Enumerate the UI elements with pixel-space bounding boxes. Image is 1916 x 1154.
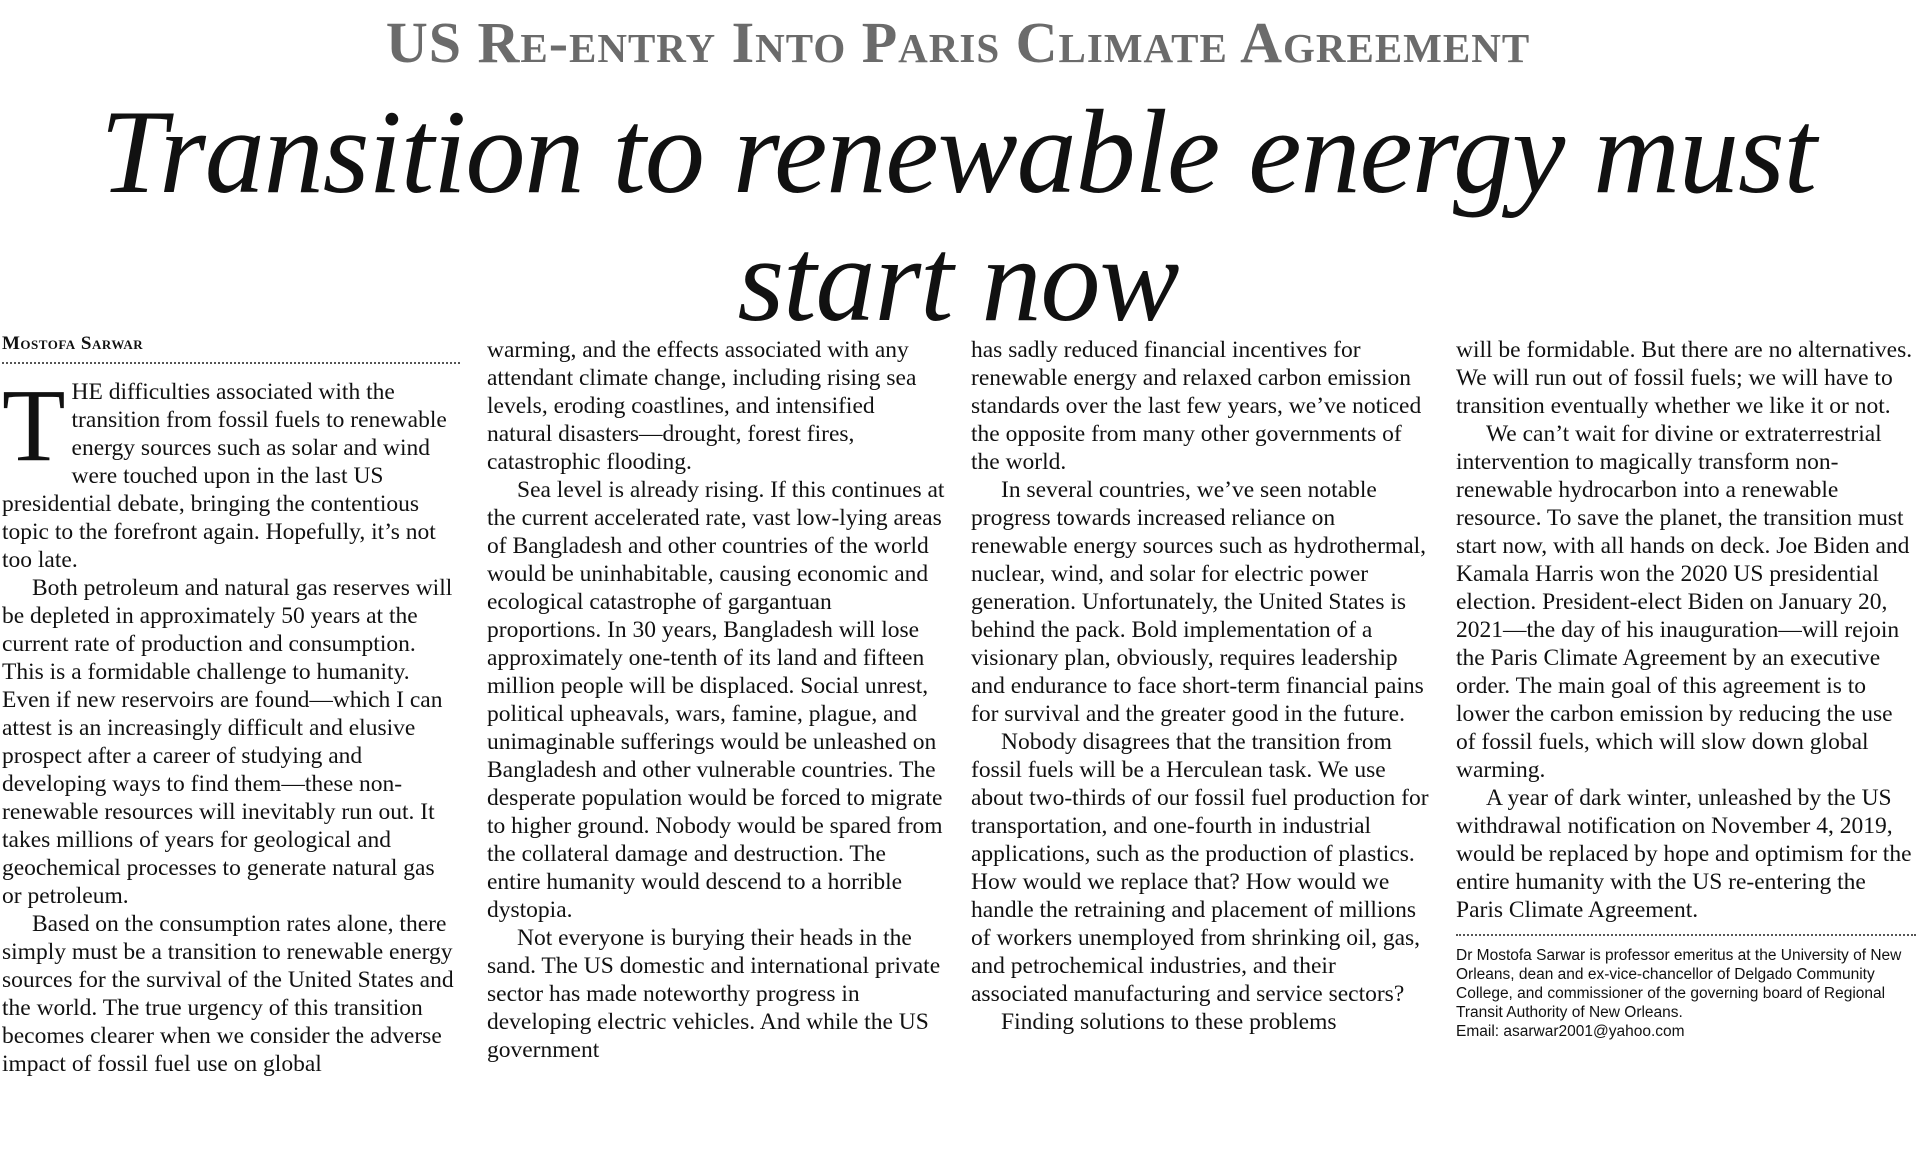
headline: Transition to renewable energy must start now — [99, 85, 1816, 346]
bio-email: Email: asarwar2001@yahoo.com — [1456, 1023, 1685, 1040]
lead-text: difficulties associated with the transition from fossil fuels to renewable energy sources such as solar and wind were touched upon in the last US presidential debate, bringing the contentious topic to the forefront again. Hopefully, it’s not too late. — [2, 379, 447, 573]
paragraph-continued: will be formidable. But there are no alternatives. We will run out of fossil fuels; we will have to transition eventually whether we like it or not. — [1456, 337, 1913, 419]
paragraph-continued: has sadly reduced financial incentives for renewable energy and relaxed carbon emission standards over the last few years, we’ve noticed the opposite from many other governments of the world. — [971, 337, 1422, 475]
paragraph: Based on the consumption rates alone, there simply must be a transition to renewable energy sources for the survival of the United States and the world. The true urgency of this transition becomes clearer when we consider the adverse impact of fossil fuel use on global — [2, 911, 454, 1077]
lead-caps: HE — [71, 379, 103, 405]
column-2 — [487, 336, 945, 1151]
paragraph: In several countries, we’ve seen notable progress towards increased reliance on renewable energy sources such as hydrothermal, nuclear, wind, and solar for electric power generation. Unfortunately, the United States is behind the pack. Bold implementation of a visionary plan, obviously, requires leadership and endurance to face short-term financial pains for survival and the greater good in the future. — [971, 477, 1427, 727]
paragraph: A year of dark winter, unleashed by the US withdrawal notification on November 4, 2019, would be replaced by hope and optimism for the entire humanity with the US re-entering the Paris Climate Agreement. — [1456, 785, 1912, 923]
bio-text: Dr Mostofa Sarwar is professor emeritus at the University of New Orleans, dean and ex-vice-chancellor of Delgado Community College, and commissioner of the governing board of Regional Transit Authority of New Orleans. — [1456, 947, 1902, 1021]
paragraph: Sea level is already rising. If this continues at the current accelerated rate, vast low-lying areas of Bangladesh and other countries of the world would be uninhabitable, causing economic and ecological catastrophe of gargantuan proportions. In 30 years, Bangladesh will lose approximately one-tenth of its land and fifteen million people will be displaced. Social unrest, political upheavals, wars, famine, plague, and unimaginable sufferings would be unleashed on Bangladesh and other vulnerable countries. The desperate population would be forced to migrate to higher ground. Nobody would be spared from the collateral damage and destruction. The entire humanity would descend to a horrible dystopia. — [487, 477, 945, 923]
drop-cap: T — [2, 368, 66, 483]
paragraph: Both petroleum and natural gas reserves will be depleted in approximately 50 years at the current rate of production and consumption. This is a formidable challenge to humanity. Even if new reservoirs are found—which I can attest is an increasingly difficult and elusive prospect after a career of studying and developing ways to find them—these non-renewable resources will inevitably run out. It takes millions of years for geological and geochemical processes to generate natural gas or petroleum. — [2, 575, 453, 909]
column-1 — [2, 332, 460, 1147]
column-4 — [1456, 336, 1916, 1151]
author-bio — [1456, 934, 1916, 1041]
paragraph-continued: warming, and the effects associated with any attendant climate change, including rising sea levels, eroding coastlines, and intensified natural disasters—drought, forest fires, catastrophic flooding. — [487, 337, 917, 475]
lead-paragraph — [2, 368, 460, 574]
paragraph: Finding solutions to these problems — [1001, 1009, 1337, 1035]
paragraph: We can’t wait for divine or extraterrestrial intervention to magically transform non-renewable hydrocarbon into a renewable resource. To save the planet, the transition must start now, with all hands on deck. Joe Biden and Kamala Harris won the 2020 US presidential election. President-elect Biden on January 20, 2021—the day of his inauguration—will rejoin the Paris Climate Agreement by an executive order. The main goal of this agreement is to lower the carbon emission by reducing the use of fossil fuels, which will slow down global warming. — [1456, 421, 1910, 783]
kicker: US Re-entry Into Paris Climate Agreement — [385, 10, 1531, 75]
paragraph: Not everyone is burying their heads in the sand. The US domestic and international private sector has made noteworthy progress in developing electric vehicles. And while the US government — [487, 925, 941, 1063]
byline: Mostofa Sarwar — [2, 332, 460, 364]
paragraph: Nobody disagrees that the transition from fossil fuels will be a Herculean task. We use about two-thirds of our fossil fuel production for transportation, and one-fourth in industrial applications, such as the production of plastics. How would we replace that? How would we handle the retraining and placement of millions of workers unemployed from shrinking oil, gas, and petrochemical industries, and their associated manufacturing and service sectors? — [971, 729, 1429, 1007]
column-3 — [971, 336, 1429, 1151]
